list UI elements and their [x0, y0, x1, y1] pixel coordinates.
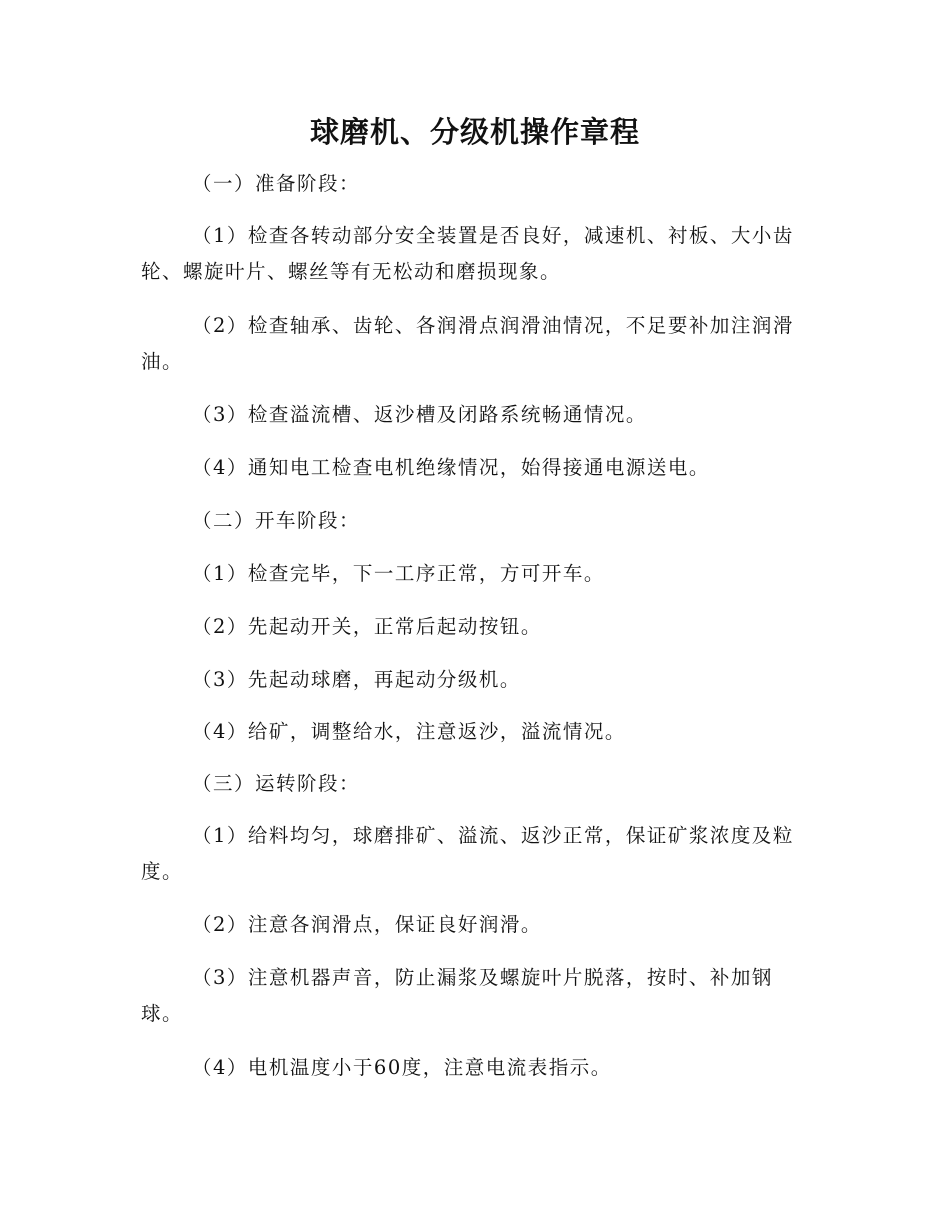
section-heading-preparation: （一）准备阶段：	[192, 172, 361, 195]
section-heading-operation: （三）运转阶段：	[192, 772, 361, 795]
paragraph-prep-1: （1）检查各转动部分安全装置是否良好，减速机、衬板、大小齿轮、螺旋叶片、螺丝等有无松动和磨损现象。	[141, 224, 794, 283]
paragraph-prep-2: （2）检查轴承、齿轮、各润滑点润滑油情况，不足要补加注润滑油。	[141, 314, 794, 373]
paragraph-start-4: （4）给矿，调整给水，注意返沙，溢流情况。	[192, 720, 626, 743]
section-heading-startup: （二）开车阶段：	[192, 509, 361, 532]
paragraph-run-4: （4）电机温度小于60度，注意电流表指示。	[192, 1056, 612, 1079]
paragraph-run-1: （1）给料均匀，球磨排矿、溢流、返沙正常，保证矿浆浓度及粒度。	[141, 824, 794, 883]
paragraph-start-3: （3）先起动球磨，再起动分级机。	[192, 668, 521, 691]
document-title: 球磨机、分级机操作章程	[309, 115, 640, 149]
paragraph-start-2: （2）先起动开关，正常后起动按钮。	[192, 615, 542, 638]
paragraph-run-3: （3）注意机器声音，防止漏浆及螺旋叶片脱落，按时、补加钢球。	[141, 966, 773, 1025]
paragraph-prep-3: （3）检查溢流槽、返沙槽及闭路系统畅通情况。	[192, 403, 647, 426]
paragraph-start-1: （1）检查完毕，下一工序正常，方可开车。	[192, 562, 605, 585]
paragraph-prep-4: （4）通知电工检查电机绝缘情况，始得接通电源送电。	[192, 456, 710, 479]
paragraph-run-2: （2）注意各润滑点，保证良好润滑。	[192, 913, 542, 936]
